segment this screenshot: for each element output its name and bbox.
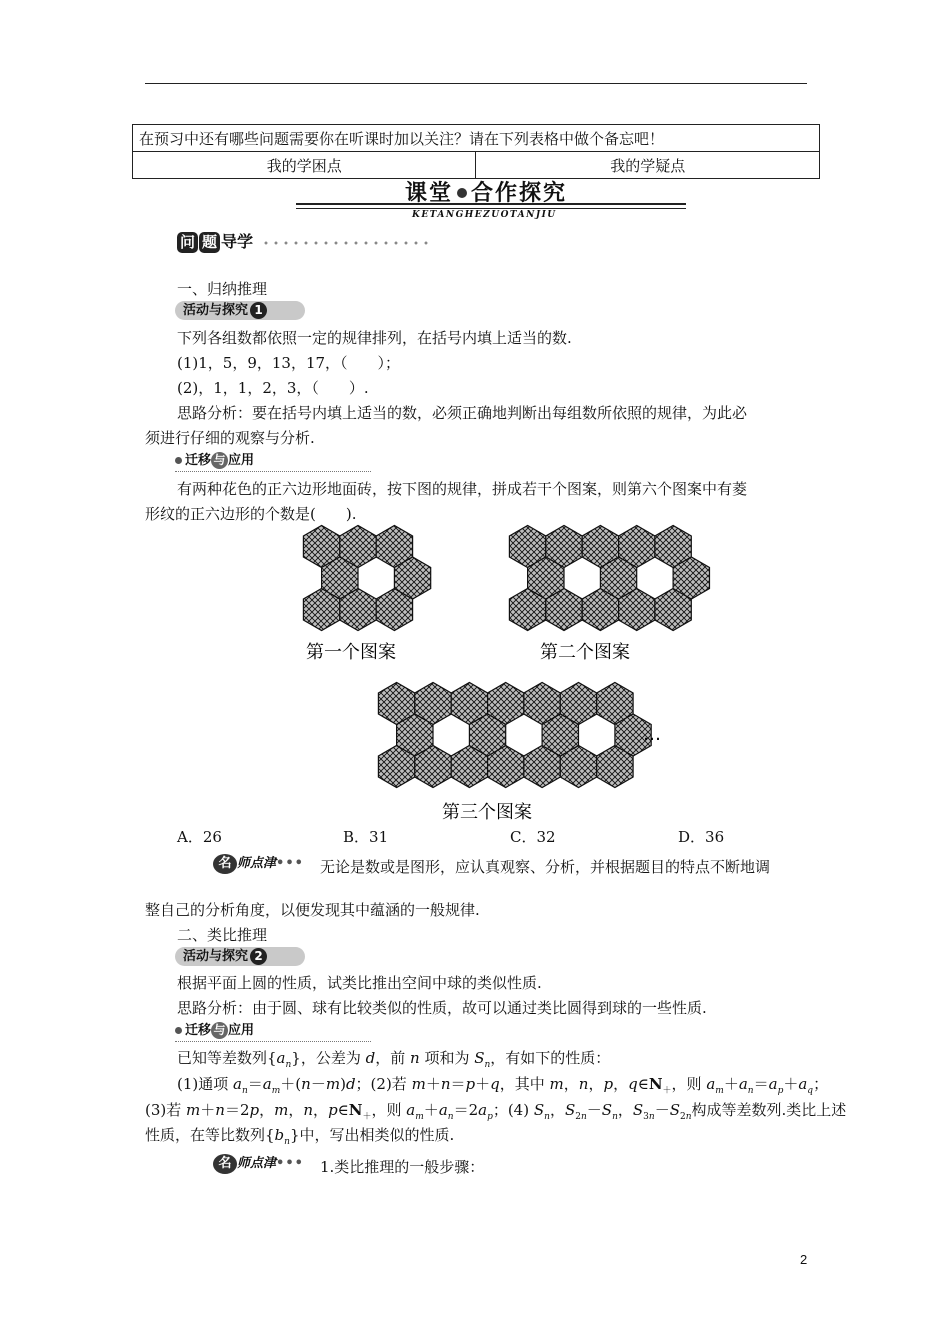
choice-c: C．32 (510, 828, 556, 846)
problem-2: 根据平面上圆的性质，试类比推出空间中球的类似性质. (177, 974, 542, 992)
transfer-label-2 (175, 1022, 371, 1042)
analysis-1-line-2: 须进行仔细的观察与分析. (145, 429, 315, 447)
tip-2-line-1: 1.类比推理的一般步骤： (320, 1158, 485, 1176)
tip-1-line-2: 整自己的分析角度，以便发现其中蕴涵的一般规律. (145, 901, 480, 919)
transfer-circle: 与 (211, 452, 228, 469)
title-box-2: 题 (199, 232, 220, 253)
transfer-text-c: 应用 (228, 1023, 255, 1038)
activity-label: 活动与探究 (183, 949, 249, 964)
caption-figure-3: 第三个图案 (442, 802, 532, 823)
memo-col-difficulty: 我的学困点 (133, 152, 476, 179)
title-rest: 导学 (221, 232, 254, 251)
tip-label-1: 名 师点津••• (213, 852, 304, 874)
transfer-2-line-1: 已知等差数列$\{a_n\}$，公差为 d，前 n 项和为 $S_n$，有如下的性质： (177, 1049, 611, 1070)
activity-label: 活动与探究 (183, 303, 249, 318)
activity-number: 2 (250, 948, 267, 965)
part2-heading: 二、类比推理 (177, 926, 268, 944)
activity-number: 1 (250, 302, 267, 319)
tip-label-2: 名 师点津••• (213, 1152, 304, 1174)
bullet-icon (175, 1027, 182, 1034)
transfer-1-line-1: 有两种花色的正六边形地面砖，按下图的规律，拼成若干个图案，则第六个图案中有菱 (177, 480, 748, 498)
tip-circle: 名 (213, 1154, 237, 1174)
problem-1-item-1: (1)1，5，9，13，17，（ ）； (177, 354, 401, 372)
transfer-circle: 与 (211, 1022, 228, 1039)
caption-figure-1: 第一个图案 (306, 642, 396, 663)
tip-text: 师点津 (237, 856, 277, 871)
banner-subtitle: KETANGHEZUOTANJIU (412, 210, 557, 220)
page-number: 2 (800, 1252, 808, 1267)
banner-left: 课堂 (405, 180, 454, 206)
analysis-1-line-1: 思路分析：要在括号内填上适当的数，必须正确地判断出每组数所依照的规律，为此必 (177, 404, 748, 422)
tip-circle: 名 (213, 854, 237, 874)
transfer-2-line-2: (1)通项 $a_n=a_m+(n-m)d$；(2)若 m＋n＝p＋q，其中 m，n，p，$q\in N_+$，则 $a_m+a_n=a_p+a_q$； (177, 1075, 829, 1096)
tip-1-line-1: 无论是数或是图形，应认真观察、分析，并根据题目的特点不断地调 (320, 858, 771, 876)
caption-figure-2: 第二个图案 (540, 642, 630, 663)
choice-d: D．36 (678, 828, 725, 846)
part1-heading: 一、归纳推理 (177, 280, 268, 298)
transfer-text-c: 应用 (228, 453, 255, 468)
figure-ellipsis: … (643, 724, 661, 745)
analysis-2: 思路分析：由于圆、球有比较类似的性质，故可以通过类比圆得到球的一些性质. (177, 999, 707, 1017)
banner-right: 合作探究 (471, 180, 568, 206)
transfer-text-a: 迁移 (185, 1023, 212, 1038)
choice-a: A．26 (177, 828, 222, 846)
transfer-2-line-3: (3)若 m＋n＝2p，m，n，$p\in N_+$，则 $a_m+a_n=2a_p$；(4) $S_n$，$S_{2n}-S_n$，$S_{3n}-S_{2n}$构成等差数列.类比上述 (145, 1101, 847, 1122)
title-box-1: 问 (177, 232, 198, 253)
choice-b: B．31 (343, 828, 389, 846)
problem-1-item-2: (2)，1，1，2，3，（ ）. (177, 379, 369, 397)
memo-col-doubt: 我的学疑点 (476, 152, 820, 179)
transfer-2-line-4: 性质，在等比数列$\{b_n\}$中，写出相类似的性质. (145, 1126, 455, 1147)
transfer-1-line-2: 形纹的正六边形的个数是( ). (145, 505, 357, 523)
tip-text: 师点津 (237, 1156, 277, 1171)
transfer-text-a: 迁移 (185, 453, 212, 468)
memo-prompt: 在预习中还有哪些问题需要你在听课时加以关注？请在下列表格中做个备忘吧！ (133, 125, 820, 152)
problem-1: 下列各组数都依照一定的规律排列，在括号内填上适当的数. (177, 329, 572, 347)
activity-badge-2 (175, 947, 305, 966)
